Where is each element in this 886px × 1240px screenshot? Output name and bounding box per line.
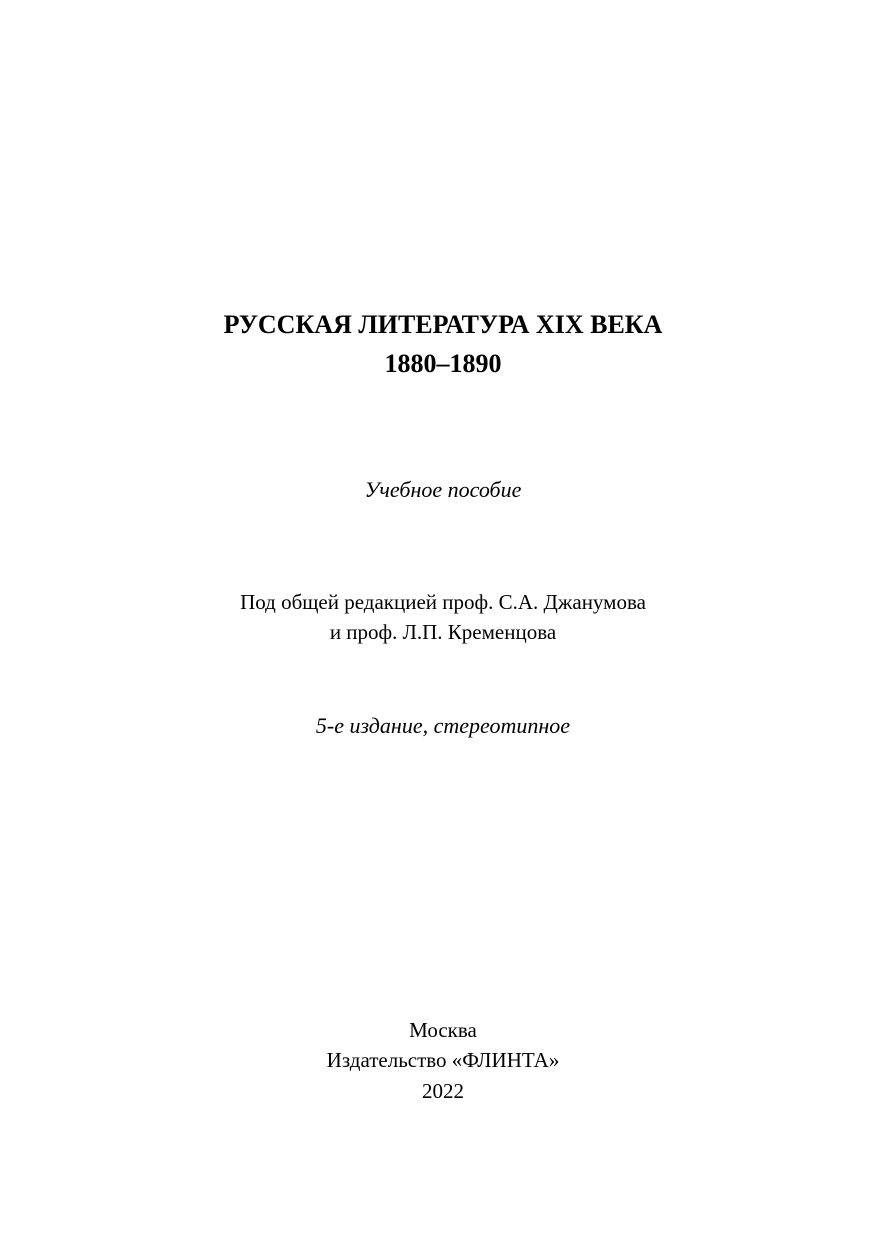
editors-line-1: Под общей редакцией проф. С.А. Джанумова <box>240 590 646 614</box>
book-subtitle: Учебное пособие <box>364 477 522 502</box>
editors-line-2: и проф. Л.П. Кременцова <box>329 620 557 644</box>
imprint-city: Москва <box>409 1018 477 1042</box>
edition-note: 5-е издание, стереотипное <box>315 713 571 738</box>
book-title-years: 1880–1890 <box>384 349 502 378</box>
imprint-year: 2022 <box>422 1079 464 1103</box>
book-title: РУССКАЯ ЛИТЕРАТУРА XIX ВЕКА <box>223 310 663 339</box>
imprint-publisher: Издательство «ФЛИНТА» <box>326 1048 560 1072</box>
